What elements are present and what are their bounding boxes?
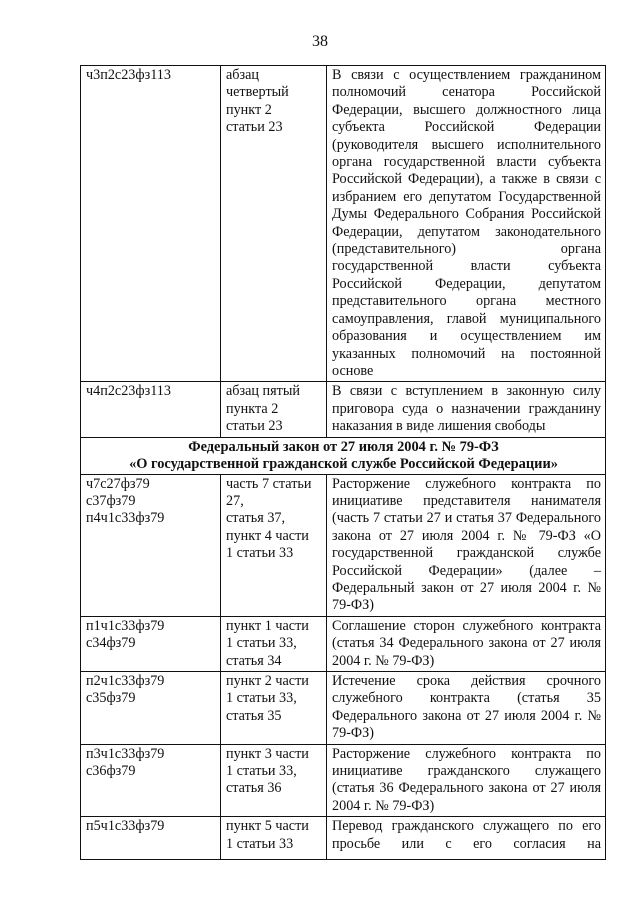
table-row bbox=[81, 616, 606, 671]
code-text: ч7с27фз79 bbox=[86, 475, 150, 492]
codes-table bbox=[80, 65, 606, 860]
code-cell bbox=[81, 66, 221, 382]
reference-text: статьи 23 bbox=[226, 119, 283, 136]
code-cell bbox=[81, 382, 221, 437]
section-heading-row bbox=[81, 437, 606, 474]
code-text: п1ч1с33фз79 bbox=[86, 617, 165, 634]
reference-text: статья 35 bbox=[226, 707, 282, 724]
reference-text: абзац bbox=[226, 67, 260, 83]
reference-cell bbox=[221, 817, 327, 860]
reference-text: абзац пятый bbox=[226, 383, 300, 400]
reference-text: пункт 2 части bbox=[226, 673, 309, 689]
code-text: п3ч1с33фз79 bbox=[86, 745, 165, 762]
section-heading-line: «О государственной гражданской службе Российской Федерации» bbox=[129, 455, 558, 472]
reference-text: 1 статьи 33, bbox=[226, 635, 297, 652]
code-text: ч3п2с23фз113 bbox=[86, 67, 171, 83]
reference-cell bbox=[221, 616, 327, 671]
reference-text: 1 статьи 33, bbox=[226, 763, 297, 780]
code-text: с37фз79 bbox=[86, 492, 136, 509]
reference-text: статьи 23 bbox=[226, 418, 283, 435]
description-cell: Истечение срока действия срочного служебного контракта (статья 35 Федерального закона от 27 июля 2004 г. № 79-ФЗ) bbox=[327, 672, 606, 745]
reference-cell bbox=[221, 744, 327, 817]
page-number: 38 bbox=[312, 33, 328, 50]
reference-text: 1 статьи 33 bbox=[226, 545, 294, 562]
section-heading-line: Федеральный закон от 27 июля 2004 г. № 79-ФЗ bbox=[188, 438, 499, 455]
reference-text: часть 7 статьи bbox=[226, 475, 312, 492]
reference-text: пункт 1 части bbox=[226, 617, 309, 634]
table-row bbox=[81, 817, 606, 860]
reference-cell bbox=[221, 672, 327, 745]
code-cell bbox=[81, 817, 221, 860]
description-cell: Соглашение сторон служебного контракта (статья 34 Федерального закона от 27 июля 2004 г. № 79-ФЗ) bbox=[327, 616, 606, 671]
table-row bbox=[81, 382, 606, 437]
code-cell bbox=[81, 474, 221, 616]
reference-cell bbox=[221, 66, 327, 382]
code-text: с34фз79 bbox=[86, 635, 136, 652]
reference-text: статья 36 bbox=[226, 780, 282, 797]
reference-text: 1 статьи 33, bbox=[226, 690, 297, 707]
description-cell: В связи с осуществлением гражданином полномочий сенатора Российской Федерации, высшего должностного лица субъекта Российской Федерации (руководителя высшего исполнительного органа государственной власти субъекта Российской Федерации), а также в связи с избранием его депутатом Государственной Думы Федерального Собрания Российской Федерации, депутатом законодательного (представительного) органа государственной власти субъекта Российской Федерации, депутатом представительного органа местного самоуправления, главой муниципального образования и осуществлением им указанных полномочий на постоянной основе bbox=[327, 66, 606, 382]
table-row bbox=[81, 744, 606, 817]
reference-text: пункт 2 bbox=[226, 101, 272, 118]
reference-text: пункта 2 bbox=[226, 400, 279, 417]
code-cell bbox=[81, 672, 221, 745]
reference-cell bbox=[221, 474, 327, 616]
code-text: п5ч1с33фз79 bbox=[86, 818, 165, 835]
section-heading bbox=[81, 437, 606, 474]
description-cell: Перевод гражданского служащего по его просьбе или с его согласия на bbox=[327, 817, 606, 860]
reference-text: пункт 4 части bbox=[226, 527, 309, 544]
reference-text: статья 37, bbox=[226, 510, 286, 527]
table-row bbox=[81, 474, 606, 616]
reference-text: 1 статьи 33 bbox=[226, 835, 294, 852]
table-row bbox=[81, 672, 606, 745]
code-text: ч4п2с23фз113 bbox=[86, 383, 171, 400]
description-cell: В связи с вступлением в законную силу приговора суда о назначении гражданину наказания в виде лишения свободы bbox=[327, 382, 606, 437]
reference-text: четвертый bbox=[226, 84, 289, 101]
code-text: п2ч1с33фз79 bbox=[86, 673, 165, 689]
reference-text: пункт 3 части bbox=[226, 745, 309, 762]
code-text: с36фз79 bbox=[86, 763, 136, 780]
code-cell bbox=[81, 616, 221, 671]
table-row bbox=[81, 66, 606, 382]
code-cell bbox=[81, 744, 221, 817]
reference-text: 27, bbox=[226, 492, 244, 509]
reference-cell bbox=[221, 382, 327, 437]
reference-text: статья 34 bbox=[226, 652, 282, 669]
description-cell: Расторжение служебного контракта по инициативе гражданского служащего (статья 36 Федерального закона от 27 июля 2004 г. № 79-ФЗ) bbox=[327, 744, 606, 817]
reference-text: пункт 5 части bbox=[226, 818, 309, 835]
description-cell: Расторжение служебного контракта по инициативе представителя нанимателя (часть 7 статьи 27 и статья 37 Федерального закона от 27 июля 2004 г. № 79-ФЗ «О государственной гражданской службе Российской Федерации» (далее – Федеральный закон от 27 июля 2004 г. № 79-ФЗ) bbox=[327, 474, 606, 616]
code-text: с35фз79 bbox=[86, 690, 136, 707]
code-text: п4ч1с33фз79 bbox=[86, 510, 165, 527]
